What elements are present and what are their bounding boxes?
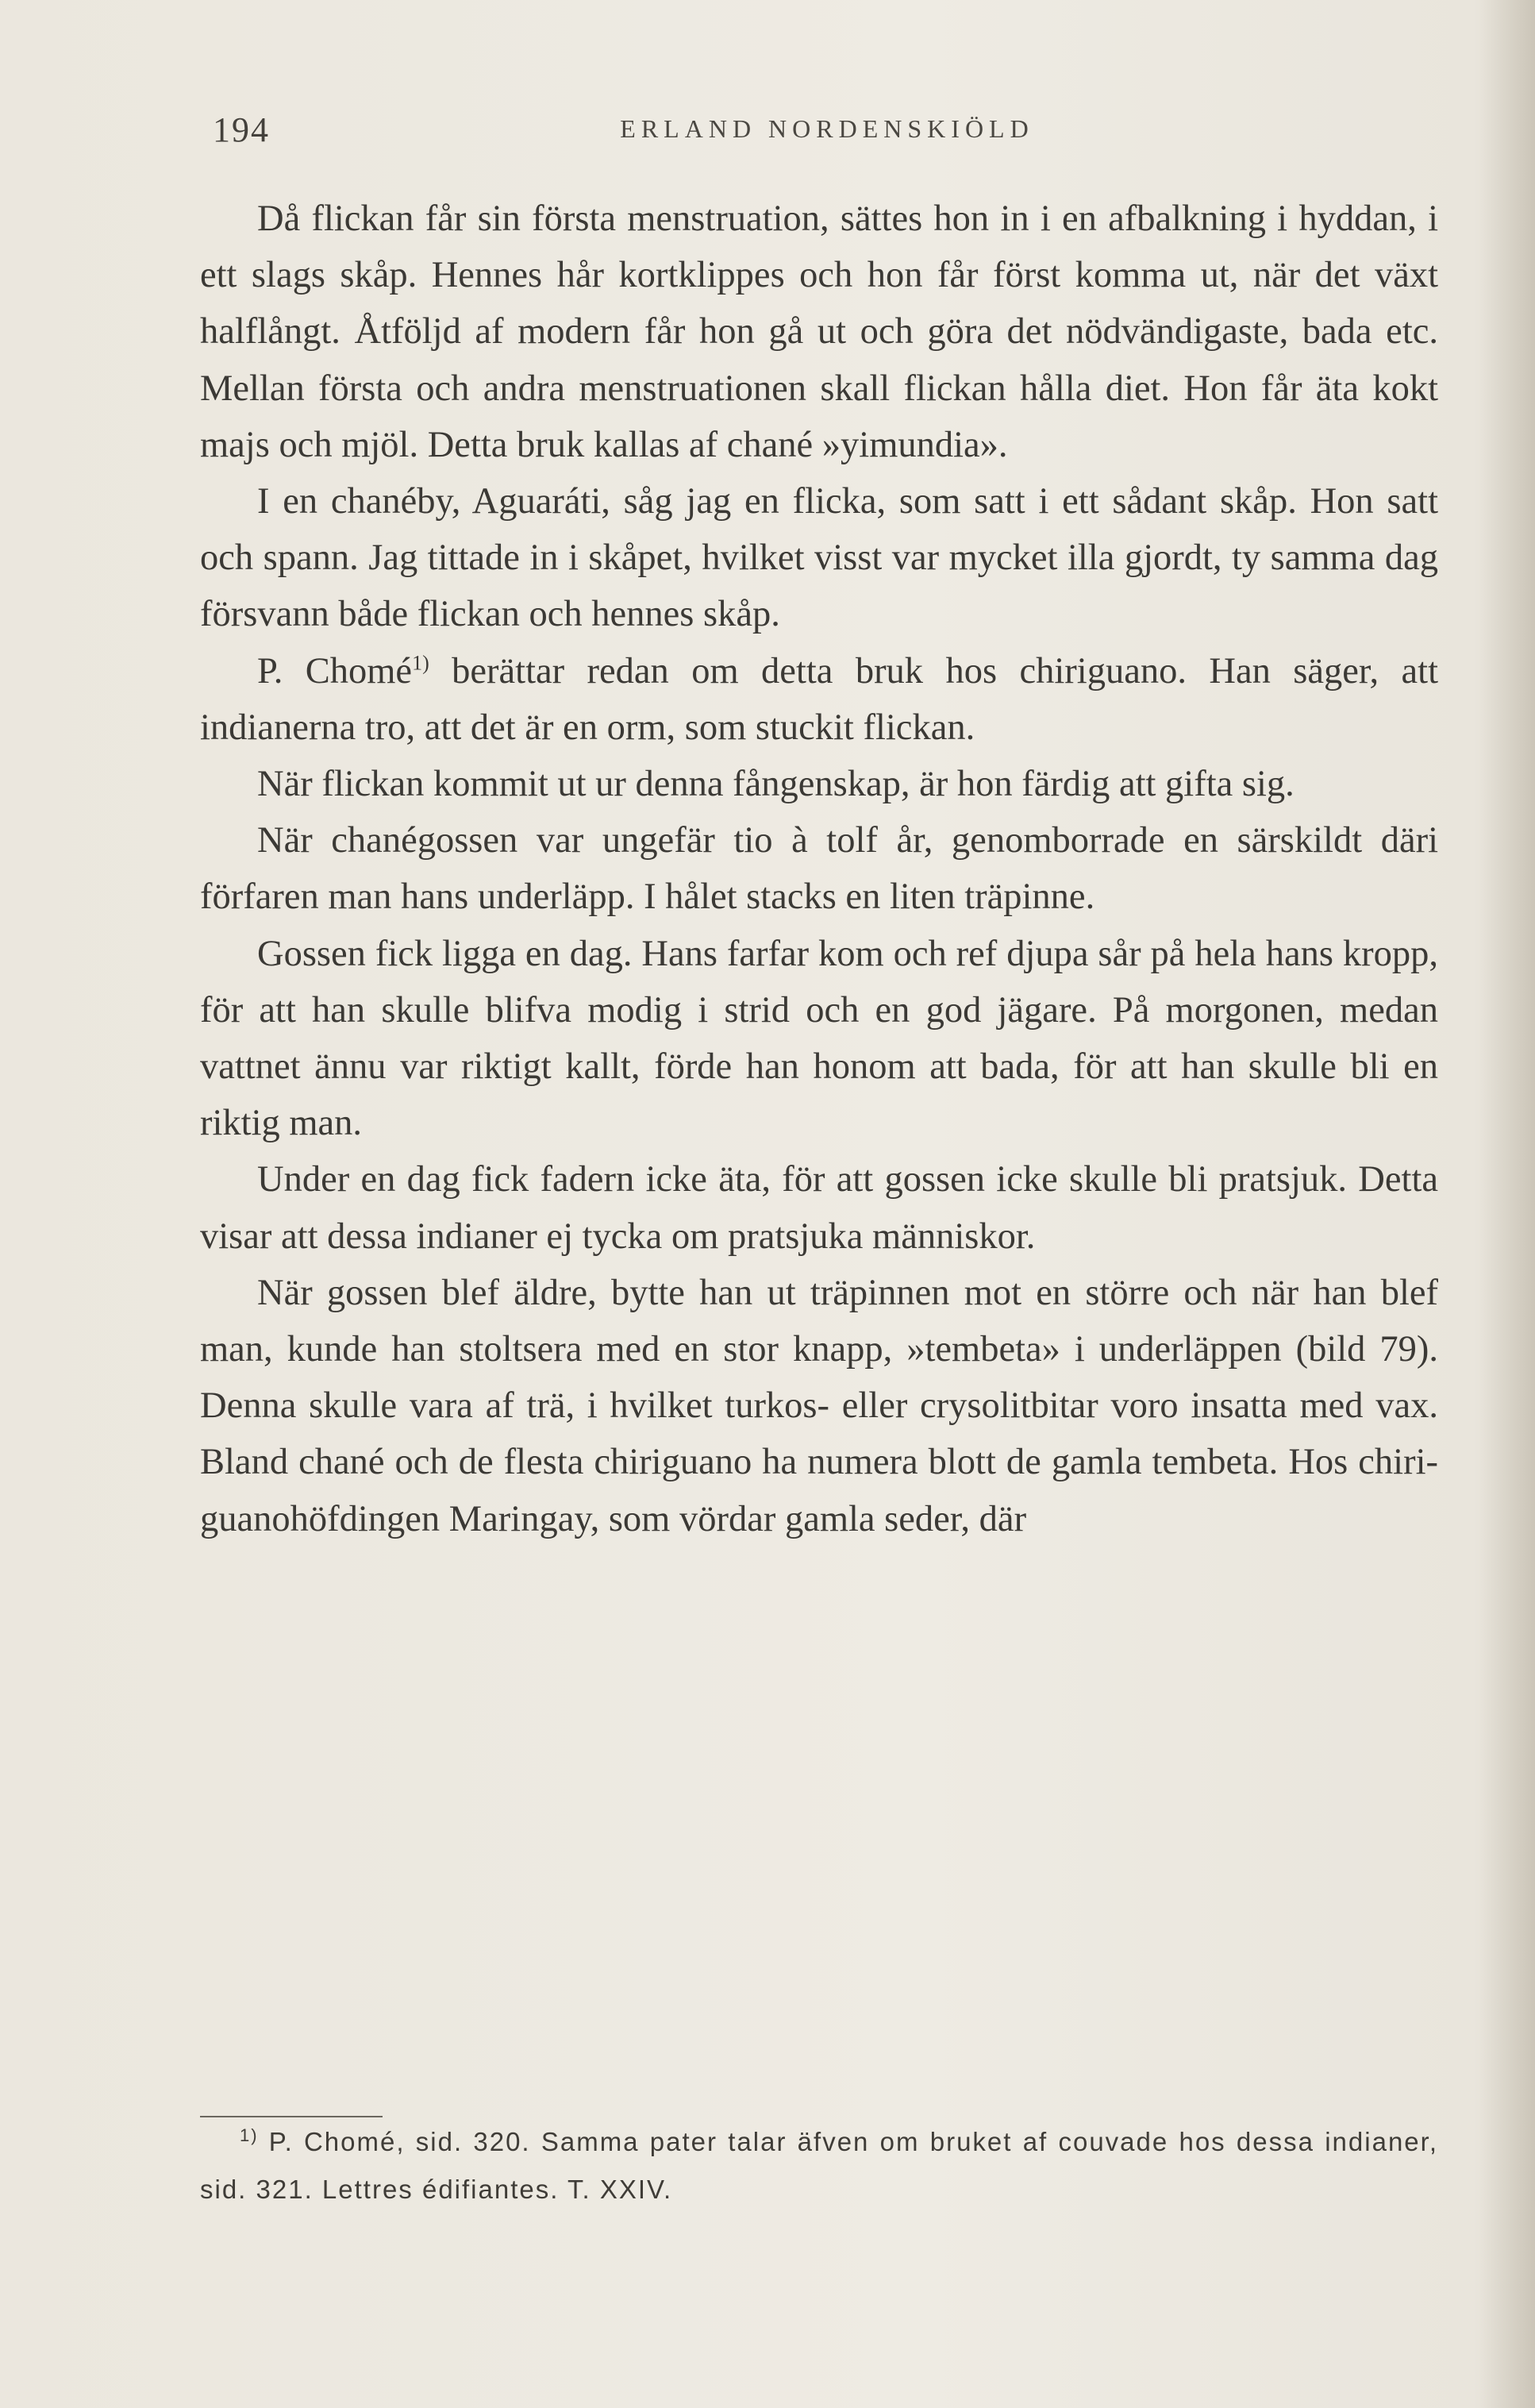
paragraph-text: När chanégossen var ungefär tio à tolf år, genomborrade en särskildt däri förfaren man hans underläpp. I hålet stacks en liten träpinne. [200, 820, 1438, 918]
paragraph-7 [200, 1151, 1438, 1264]
paragraph-text: När flickan kommit ut ur denna fångenskap, är hon färdig att gifta sig. [257, 764, 1295, 805]
paragraph-text: I en chanéby, Aguaráti, såg jag en flicka, som satt i ett sådant skåp. Hon satt och spann. Jag tittade in i skåpet, hvilket visst var mycket illa gjordt, ty samma dag försvann både flickan och hennes skåp. [200, 481, 1438, 635]
paragraph-text: berättar redan om detta bruk hos chiriguano. Han säger, att indianerna tro, att det är en orm, som stuckit flickan. [200, 650, 1439, 748]
page-edge-shadow [1479, 0, 1535, 2408]
paragraph-4 [200, 756, 1438, 812]
paragraph-1 [200, 191, 1438, 473]
footnote-reference: 1) [412, 651, 429, 675]
footnote-text: P. Chomé, sid. 320. Samma pater talar äfven om bruket af couvade hos dessa indianer, sid. 321. Lettres édifiantes. T. XXIV. [200, 2127, 1438, 2204]
paragraph-text: När gossen blef äldre, bytte han ut träpinnen mot en större och när han blef man, kunde han stoltsera med en stor knapp, »tembeta» i underläppen (bild 79). Denna skulle vara af trä, i hvilket turkos- eller crysolitbitar voro insatta med vax. Bland chané och de flesta chiriguano ha numera blott de gamla tembeta. Hos chiriguanohöfdingen Maringay, som vördar gamla seder, där [200, 1272, 1438, 1539]
paragraph-text: Då flickan får sin första menstruation, sättes hon in i en afbalkning i hyddan, i ett slags skåp. Hennes hår kortklippes och hon får först komma ut, när det växt halflångt. Åtföljd af modern får hon gå ut och göra det nödvändigaste, bada etc. Mellan första och andra menstruationen skall flickan hålla diet. Hon får äta kokt majs och mjöl. Detta bruk kallas af chané »yimundia». [200, 198, 1438, 465]
paragraph-text: Under en dag fick fadern icke äta, för att gossen icke skulle bli pratsjuk. Detta visar att dessa indianer ej tycka om pratsjuka människor. [200, 1159, 1438, 1257]
running-head: ERLAND NORDENSKIÖLD [620, 114, 1034, 143]
footnote-marker: 1) [240, 2125, 259, 2145]
footnote [200, 2118, 1438, 2213]
paragraph-6 [200, 926, 1438, 1152]
body-text [200, 191, 1438, 1547]
footnote-rule [200, 2116, 383, 2117]
paragraph-text: Gossen fick ligga en dag. Hans farfar kom och ref djupa sår på hela hans kropp, för att han skulle blifva modig i strid och en god jägare. På morgonen, medan vattnet ännu var riktigt kallt, förde han honom att bada, för att han skulle bli en riktig man. [200, 933, 1438, 1144]
paragraph-5 [200, 812, 1438, 925]
paragraph-3 [200, 643, 1438, 756]
paragraph-2 [200, 473, 1438, 643]
page-number: 194 [213, 110, 270, 149]
paragraph-text: P. Chomé [257, 650, 413, 692]
page-header [213, 110, 1441, 157]
paragraph-8 [200, 1265, 1438, 1547]
